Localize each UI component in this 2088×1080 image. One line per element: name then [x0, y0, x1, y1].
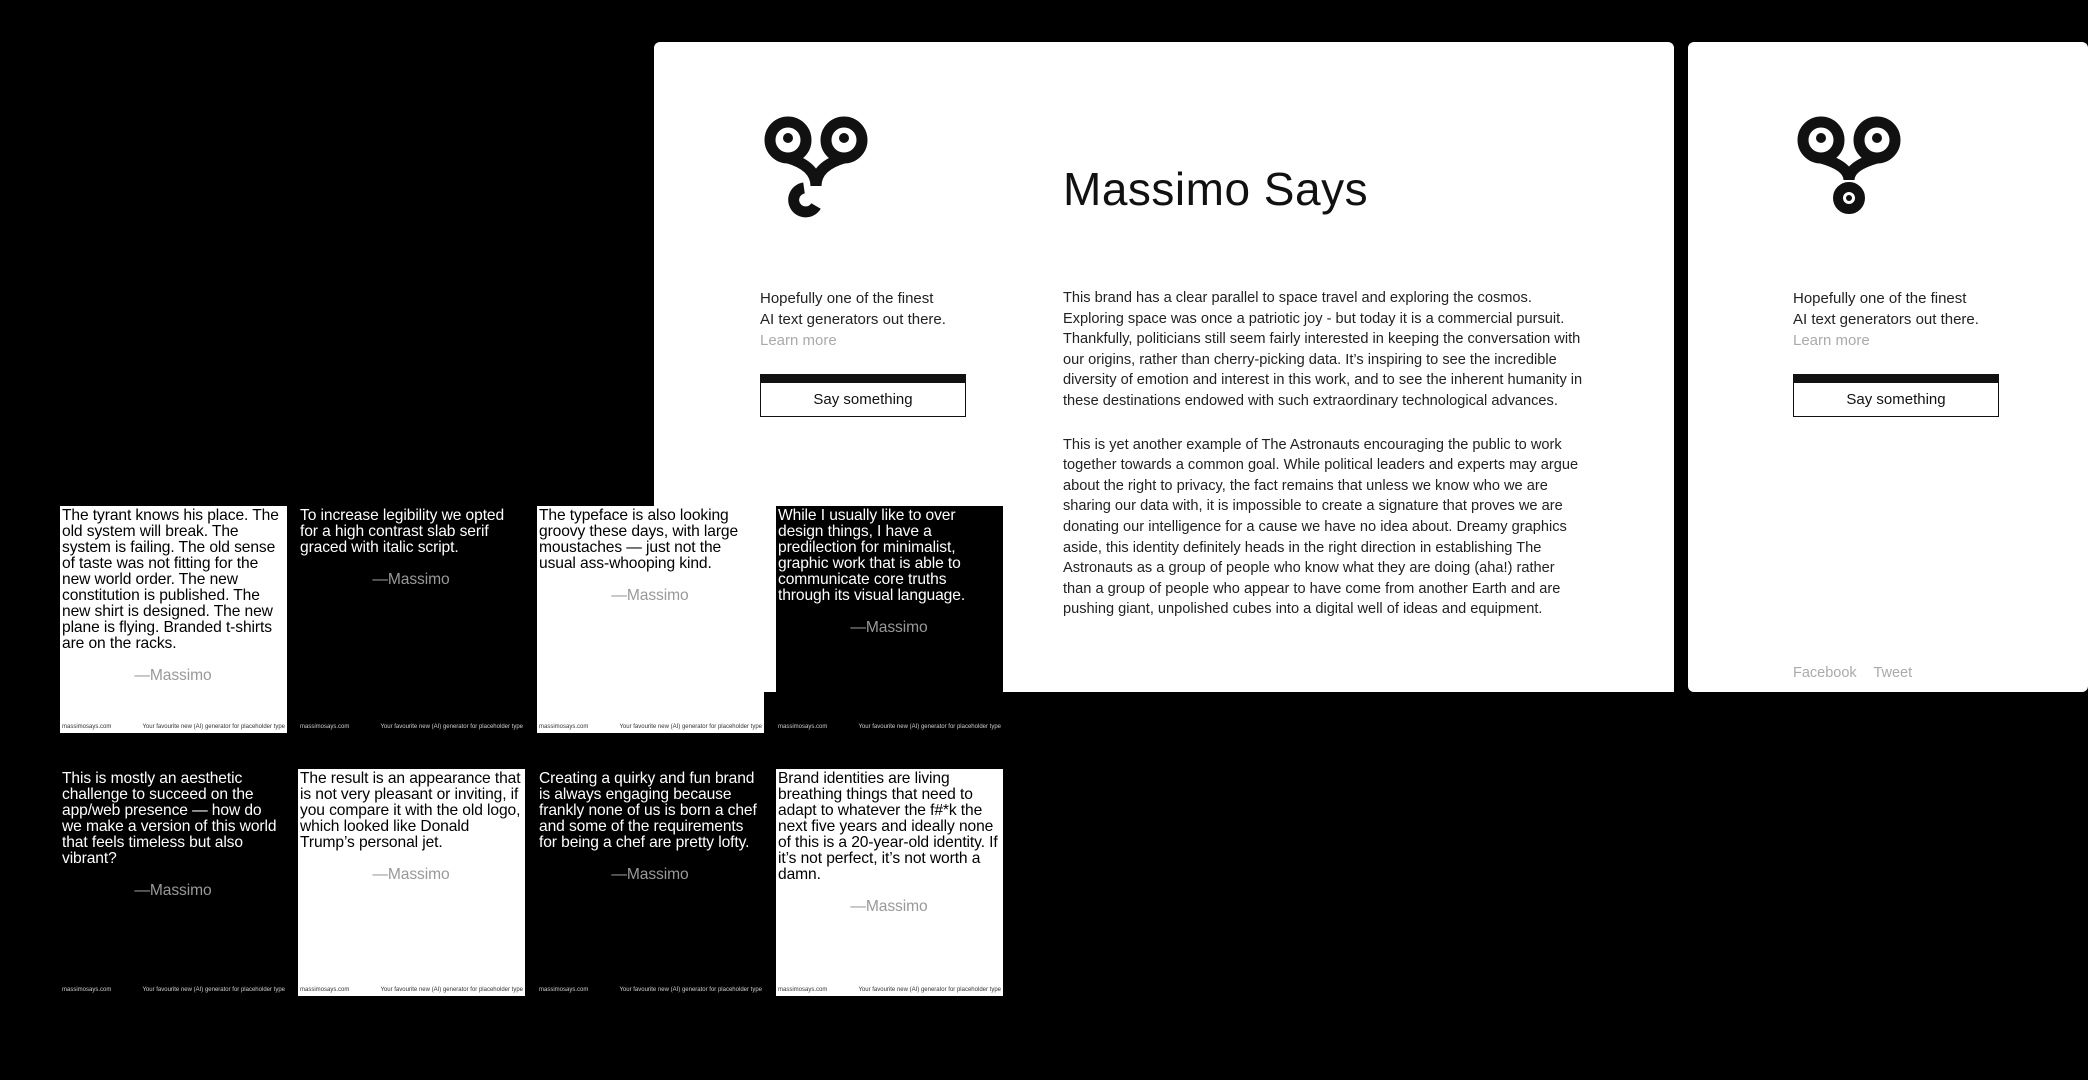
say-something-control [760, 374, 966, 417]
quote-signature: —Massimo [850, 898, 928, 915]
quote-signature: —Massimo [372, 571, 450, 588]
quote-text: Creating a quirky and fun brand is always engaging because frankly none of us is born a chef and some of the requirements for being a chef are pretty lofty. [539, 770, 757, 851]
card-site-url: massimosays.com [539, 724, 589, 730]
card-site-url: massimosays.com [539, 987, 589, 993]
tagline-line-2: AI text generators out there. [760, 311, 946, 328]
quote-text-block [539, 508, 761, 604]
quote-text: The typeface is also looking groovy these days, with large moustaches — just not the usual ass-whooping kind. [539, 507, 739, 572]
quote-text-block [300, 771, 522, 883]
article-paragraph-2: This is yet another example of The Astronauts encouraging the public to work together towards a common goal. While political leaders and experts may argue about the right to privacy, the fact remains that unless we know who we are sharing our data with, it is impossible to create a signature that proves we are donating our intelligence for a cause we have no idea about. Dreamy graphics aside, this identity definitely heads in the right direction in establishing The Astronauts as a group of people who know what they are doing (aha!) rather than a group of people who appear to have come from another Earth and are pushing giant, unpolished cubes into a digital well of ideas and equipment. [1063, 436, 1579, 618]
quote-text-block [778, 771, 1000, 915]
card-slogan: Your favourite new (AI) generator for placeholder type [142, 724, 285, 730]
quote-text: Brand identities are living breathing things that need to adapt to whatever the f#*k the next five years and ideally none of this is a 20-year-old identity. If it’s not perfect, it’s not worth a damn. [778, 770, 998, 883]
article-paragraph-1: This brand has a clear parallel to space travel and exploring the cosmos. Exploring space was once a patriotic joy - but today it is a commercial pursuit. Thankfully, politicians still seem fairly interested in keeping the conversation with our origins, rather than cherry-picking data. It’s inspiring to see the incredible diversity of emotion and interest in this work, and to see the inherent humanity in these destinations endowed with such extraordinary technological advances. [1063, 290, 1583, 409]
card-site-url: massimosays.com [62, 724, 112, 730]
card-slogan: Your favourite new (AI) generator for placeholder type [619, 724, 762, 730]
quote-text-block [62, 508, 284, 684]
social-links [1793, 665, 1925, 681]
quote-card [776, 769, 1003, 996]
say-something-button[interactable]: Say something [760, 383, 966, 417]
quote-text: This is mostly an aesthetic challenge to succeed on the app/web presence — how do we make a version of this world that feels timeless but also vibrant? [62, 770, 277, 867]
quote-signature: —Massimo [134, 882, 212, 899]
massimo-face-logo-icon [1797, 116, 1901, 214]
card-slogan: Your favourite new (AI) generator for placeholder type [142, 987, 285, 993]
quote-card [537, 506, 764, 733]
quote-card [298, 769, 525, 996]
quote-card [60, 769, 287, 996]
card-site-url: massimosays.com [778, 987, 828, 993]
quote-text: While I usually like to over design things, I have a predilection for minimalist, graphic work that is able to communicate core truths through its visual language. [778, 507, 966, 604]
quote-text-block [778, 508, 1000, 636]
tagline [1793, 288, 2023, 351]
card-site-url: massimosays.com [778, 724, 828, 730]
tweet-link[interactable]: Tweet [1873, 665, 1913, 681]
second-panel [1688, 42, 2088, 692]
quote-text: The tyrant knows his place. The old system will break. The system is failing. The old sense of taste was not fitting for the new world order. The new constitution is published. The new shirt is designed. The new plane is flying. Branded t-shirts are on the racks. [62, 507, 279, 652]
card-slogan: Your favourite new (AI) generator for placeholder type [619, 987, 762, 993]
card-slogan: Your favourite new (AI) generator for placeholder type [380, 724, 523, 730]
tagline-line-1: Hopefully one of the finest [760, 290, 934, 307]
massimo-face-logo-icon [764, 116, 868, 214]
learn-more-link[interactable]: Learn more [1793, 332, 1870, 349]
quote-text: To increase legibility we opted for a high contrast slab serif graced with italic script. [300, 507, 505, 556]
quote-card [60, 506, 287, 733]
quote-signature: —Massimo [134, 667, 212, 684]
quote-text-block [62, 771, 284, 899]
quote-text-block [300, 508, 522, 588]
card-slogan: Your favourite new (AI) generator for placeholder type [858, 724, 1001, 730]
say-something-button[interactable]: Say something [1793, 383, 1999, 417]
quote-signature: —Massimo [372, 866, 450, 883]
article-body [1063, 288, 1583, 704]
quote-signature: —Massimo [850, 619, 928, 636]
say-button-top-bar [1793, 374, 1999, 383]
tagline-line-1: Hopefully one of the finest [1793, 290, 1967, 307]
quote-signature: —Massimo [611, 866, 689, 883]
quote-signature: —Massimo [611, 587, 689, 604]
quote-card [298, 506, 525, 733]
quote-text: The result is an appearance that is not very pleasant or inviting, if you compare it with the old logo, which looked like Donald Trump’s personal jet. [300, 770, 521, 851]
card-slogan: Your favourite new (AI) generator for placeholder type [380, 987, 523, 993]
quote-card [776, 506, 1003, 733]
card-site-url: massimosays.com [300, 724, 350, 730]
learn-more-link[interactable]: Learn more [760, 332, 837, 349]
card-slogan: Your favourite new (AI) generator for placeholder type [858, 987, 1001, 993]
card-site-url: massimosays.com [62, 987, 112, 993]
card-site-url: massimosays.com [300, 987, 350, 993]
say-button-top-bar [760, 374, 966, 383]
tagline [760, 288, 990, 351]
quote-card [537, 769, 764, 996]
tagline-line-2: AI text generators out there. [1793, 311, 1979, 328]
say-something-control [1793, 374, 1999, 417]
facebook-link[interactable]: Facebook [1793, 665, 1857, 681]
quote-text-block [539, 771, 761, 883]
page-title: Massimo Says [1063, 163, 1369, 215]
